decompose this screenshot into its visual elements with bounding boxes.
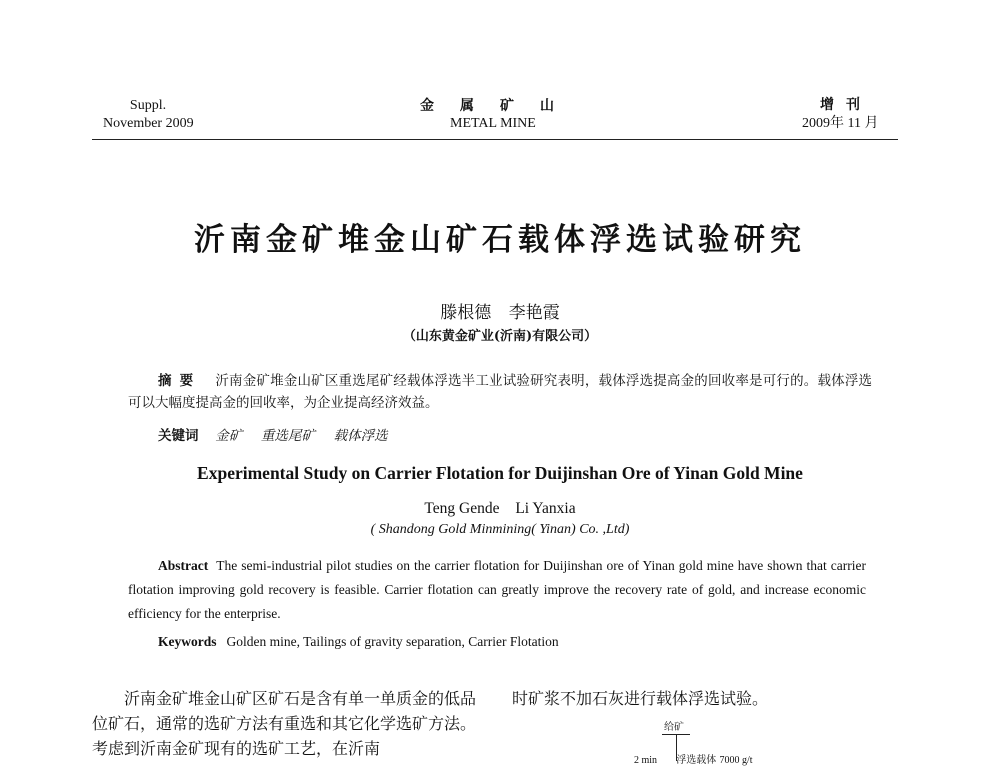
flowchart-step: [634, 751, 753, 766]
authors-en: [0, 500, 1000, 518]
flowchart-step-label: 浮选载体: [676, 755, 717, 766]
header-suppl: Suppl.: [129, 98, 167, 113]
paper-title-cn: 沂南金矿堆金山矿石载体浮选试验研究: [194, 222, 806, 258]
affiliation-en: ( Shandong Gold Minmining( Yinan) Co. ,Ltd): [370, 522, 630, 537]
header-journal-en: METAL MINE: [450, 116, 536, 131]
abstract-cn-label: 摘要: [158, 373, 202, 389]
header-right-suppl: 增刊: [820, 98, 872, 113]
keyword-cn-3: 载体浮选: [333, 428, 388, 444]
body-paragraph-right: 时矿浆不加石灰进行载体浮选试验。: [512, 689, 769, 708]
header-journal-cn: 金属矿山: [420, 98, 580, 114]
author-cn-2: 李艳霞: [508, 303, 560, 323]
keyword-cn-2: 重选尾矿: [260, 428, 315, 444]
affiliation-cn: （山东黄金矿业(沂南)有限公司）: [402, 329, 598, 344]
keywords-cn: [158, 424, 402, 444]
author-en-1: Teng Gende: [424, 500, 500, 517]
author-cn-1: 滕根德: [440, 303, 492, 323]
body-paragraph-left: 沂南金矿堆金山矿区矿石是含有单一单质金的低品位矿石，通常的选矿方法有重选和其它化学选矿方法。考虑到沂南金矿现有的选矿工艺，在沂南: [92, 689, 477, 758]
header-left: [118, 97, 178, 115]
paper-title-en: Experimental Study on Carrier Flotation for Duijinshan Ore of Yinan Gold Mine: [197, 463, 803, 483]
abstract-en: [128, 554, 866, 626]
authors-cn: [0, 298, 1000, 323]
keyword-cn-1: 金矿: [215, 428, 243, 444]
abstract-cn-text: 沂南金矿堆金山矿区重选尾矿经载体浮选半工业试验研究表明，载体浮选提高金的回收率是可行的。载体浮选可以大幅度提高金的回收率，为企业提高经济效益。: [128, 373, 873, 411]
header-rule: [92, 139, 898, 140]
flowchart-step-time: 2 min: [634, 755, 658, 766]
keywords-cn-label: 关键词: [158, 428, 199, 444]
abstract-cn: [128, 370, 872, 414]
abstract-en-label: Abstract: [158, 558, 209, 573]
flowchart-step-value: 7000 g/t: [719, 755, 753, 766]
abstract-en-text: The semi-industrial pilot studies on the carrier flotation for Duijinshan ore of Yinan gold mine have shown that carrier flotation improving gold recovery is feasible. Carrier flotation can greatly improve the recovery rate of gold, and increase economic efficiency for the enterprise.: [128, 558, 866, 621]
keywords-en-label: Keywords: [158, 634, 217, 649]
keywords-en: [158, 634, 559, 650]
header-left-date: November 2009: [103, 116, 194, 131]
keywords-en-text: Golden mine, Tailings of gravity separation, Carrier Flotation: [226, 634, 559, 649]
header-right-date: 2009年 11 月: [802, 116, 879, 131]
flowchart-feed-label: 给矿: [664, 722, 684, 733]
author-en-2: Li Yanxia: [515, 500, 576, 517]
